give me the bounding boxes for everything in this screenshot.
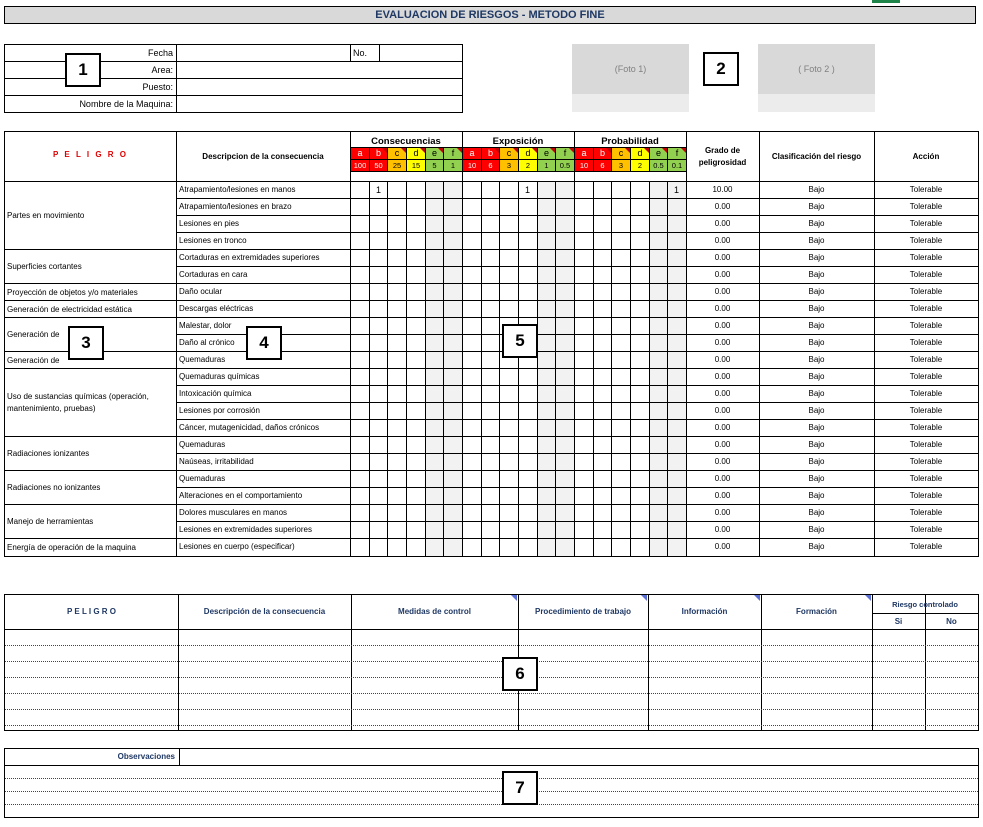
clasificacion-cell: Bajo [808,185,825,194]
grado-cell: 0.00 [714,202,731,211]
clasificacion-cell: Bajo [808,338,825,347]
entry-row-divider[interactable] [5,677,978,678]
descripcion-cell[interactable]: Atrapamiento/lesiones en manos [179,185,296,194]
grado-cell: 0.00 [714,474,731,483]
accion-cell: Tolerable [909,202,943,211]
grado-cell: 0.00 [714,542,731,551]
clasificacion-cell: Bajo [808,474,825,483]
peligro-divider [5,504,176,505]
peligro-cell: Generación de [7,355,60,365]
row-divider [176,215,978,216]
accion-cell: Tolerable [909,219,943,228]
ctl-header-riesgo: Riesgo controlado [892,600,958,609]
consecuencias-value-c: 25 [387,159,406,171]
descripcion-cell[interactable]: Atrapamiento/lesiones en brazo [179,202,292,211]
grado-cell: 0.00 [714,508,731,517]
column-divider [350,132,351,556]
descripcion-cell[interactable]: Lesiones en extremidades superiores [179,525,312,534]
header-probabilidad: Probabilidad [601,136,659,147]
exposicion-letter-e[interactable] [537,147,555,159]
grado-cell: 0.00 [714,304,731,313]
probabilidad-value-f: 0.1 [667,159,686,171]
accion-cell: Tolerable [909,304,943,313]
probabilidad-value-d: 2 [630,159,649,171]
accion-cell: Tolerable [909,474,943,483]
header-clasificacion: Clasificación del riesgo [771,152,862,161]
clasificacion-cell: Bajo [808,270,825,279]
callout-4: 4 [246,326,282,360]
grid-divider [593,182,594,556]
clasificacion-cell: Bajo [808,491,825,500]
clasificacion-cell: Bajo [808,372,825,381]
ctl-header-formacion: Formación [796,607,837,616]
consecuencias-letter-text: b [375,148,381,158]
exposicion-value-d: 2 [518,159,537,171]
accion-cell: Tolerable [909,287,943,296]
accion-cell: Tolerable [909,270,943,279]
observaciones-header-line [5,765,978,766]
consecuencias-value-e: 5 [425,159,443,171]
foto-1-label: (Foto 1) [572,44,689,94]
descripcion-cell[interactable]: Cortaduras en extremidades superiores [179,253,320,262]
exposicion-mark[interactable]: 1 [524,185,530,195]
consecuencias-letter-text: c [394,148,400,158]
probabilidad-value-c: 3 [611,159,630,171]
exposicion-value-f: 0.5 [555,159,574,171]
ctl-header-peligro: P E L I G R O [66,607,117,616]
descripcion-cell[interactable]: Lesiones en cuerpo (especificar) [179,542,295,551]
exposicion-letter-b[interactable] [481,147,499,159]
row-divider [176,266,978,267]
peligro-cell: Energía de operación de la maquina [7,542,136,552]
accion-cell: Tolerable [909,185,943,194]
peligro-divider [5,249,176,250]
header-exposicion: Exposición [492,136,544,147]
callout-3: 3 [68,326,104,360]
grid-divider [425,182,426,556]
row-divider [176,368,978,369]
comment-indicator-icon [754,595,760,601]
descripcion-cell[interactable]: Daño ocular [179,287,223,296]
comment-indicator-icon [681,148,686,153]
peligro-divider [5,470,176,471]
header-consecuencias: Consecuencias [371,136,441,147]
grid-divider [406,182,407,556]
exposicion-value-b: 6 [481,159,499,171]
foto-2-label: ( Foto 2 ) [758,44,875,94]
peligro-cell: Radiaciones ionizantes [7,449,90,458]
grado-cell: 0.00 [714,389,731,398]
grado-cell: 10.00 [712,185,733,194]
accion-cell: Tolerable [909,338,943,347]
grado-cell: 0.00 [714,406,731,415]
header-bottom-line [5,181,978,182]
row-divider [176,436,978,437]
grid-divider [611,182,612,556]
descripcion-cell[interactable]: Daño al crónico [179,338,235,347]
consecuencias-letter-text: f [451,148,455,158]
no-label: No. [350,45,380,61]
consecuencias-letter-text: a [357,148,363,158]
peligro-cell: Uso de sustancias químicas (operación, [7,392,149,401]
clasificacion-cell: Bajo [808,355,825,364]
exposicion-letter-text: a [469,148,475,158]
comment-indicator-icon [865,595,871,601]
exposicion-letter-f[interactable] [555,147,574,159]
consecuencias-letter-c[interactable] [387,147,406,159]
grid-divider [518,182,519,556]
observaciones-line[interactable] [5,791,978,792]
probabilidad-letter-a[interactable] [574,147,593,159]
consecuencias-letter-d[interactable] [406,147,425,159]
probabilidad-letter-b[interactable] [593,147,611,159]
peligro-cell: Generación de electricidad estática [7,304,132,314]
observaciones-line[interactable] [5,778,978,779]
ctl-header-medidas: Medidas de control [398,607,471,616]
probabilidad-letter-text: f [675,148,679,158]
clasificacion-cell: Bajo [808,542,825,551]
descripcion-cell[interactable]: Dolores musculares en manos [179,508,288,517]
control-measures-table [4,594,979,731]
row-divider [176,385,978,386]
peligro-cell: Generación de [7,330,60,339]
callout-1: 1 [65,53,101,87]
accion-cell: Tolerable [909,542,943,551]
clasificacion-cell: Bajo [808,219,825,228]
clasificacion-cell: Bajo [808,304,825,313]
clasificacion-cell: Bajo [808,525,825,534]
peligro-divider [5,317,176,318]
consecuencias-letter-b[interactable] [369,147,387,159]
peligro-divider [5,538,176,539]
accion-cell: Tolerable [909,525,943,534]
probabilidad-letter-text: e [655,148,661,158]
column-divider [176,132,177,556]
ctl-header-informacion: Información [681,607,728,616]
column-divider [462,132,463,556]
observaciones-block [4,748,979,818]
header-bottom-line [5,629,978,630]
consecuencias-value-b: 50 [369,159,387,171]
probabilidad-letter-f[interactable] [667,147,686,159]
grado-cell: 0.00 [714,219,731,228]
row-divider [176,402,978,403]
grado-cell: 0.00 [714,338,731,347]
descripcion-cell[interactable]: Descargas eléctricas [179,304,254,313]
probabilidad-value-e: 0.5 [649,159,667,171]
entry-row-divider[interactable] [5,709,978,710]
peligro-cell: Manejo de herramientas [7,517,94,526]
descripcion-cell[interactable]: Alteraciones en el comportamiento [179,491,303,500]
peligro-divider [5,368,176,369]
peligro-cell: Superficies cortantes [7,262,82,271]
probabilidad-letter-text: b [599,148,605,158]
peligro-divider [5,436,176,437]
comment-indicator-icon [641,595,647,601]
header-grado-line2: peligrosidad [698,158,747,167]
consecuencias-letter-a[interactable] [350,147,369,159]
ctl-header-si: Si [894,617,903,626]
values-bottom-line [350,171,686,172]
grado-cell: 0.00 [714,236,731,245]
peligro-cell: mantenimiento, pruebas) [7,404,96,413]
consecuencias-letter-f[interactable] [443,147,462,159]
row-divider [176,521,978,522]
grado-cell: 0.00 [714,440,731,449]
accion-cell: Tolerable [909,372,943,381]
clasificacion-cell: Bajo [808,287,825,296]
descripcion-cell[interactable]: Quemaduras [179,440,226,449]
grado-cell: 0.00 [714,525,731,534]
comment-indicator-icon [511,595,517,601]
row-divider [176,232,978,233]
clasificacion-cell: Bajo [808,508,825,517]
grado-cell: 0.00 [714,253,731,262]
row-divider [176,487,978,488]
row-divider [176,317,978,318]
probabilidad-mark[interactable]: 1 [673,185,679,195]
probabilidad-letter-e[interactable] [649,147,667,159]
grid-divider [555,182,556,556]
grado-cell: 0.00 [714,372,731,381]
consecuencias-value-d: 15 [406,159,425,171]
exposicion-letter-text: d [525,148,531,158]
accion-cell: Tolerable [909,321,943,330]
exposicion-value-c: 3 [499,159,518,171]
accion-cell: Tolerable [909,389,943,398]
accion-cell: Tolerable [909,406,943,415]
peligro-cell: Partes en movimiento [7,211,85,220]
callout-5: 5 [502,324,538,358]
clasificacion-cell: Bajo [808,389,825,398]
foto-2-placeholder[interactable] [758,44,875,112]
row-divider [176,504,978,505]
probabilidad-value-a: 10 [574,159,593,171]
fecha-label: Fecha [5,45,177,61]
descripcion-cell[interactable]: Malestar, dolor [179,321,232,330]
descripcion-cell[interactable]: Lesiones en tronco [179,236,247,245]
descripcion-cell[interactable]: Quemaduras [179,474,226,483]
consecuencias-value-a: 100 [350,159,369,171]
grid-divider [481,182,482,556]
exposicion-letter-text: e [543,148,549,158]
row-divider [176,249,978,250]
entry-row-divider[interactable] [5,661,978,662]
maquina-row[interactable] [5,96,462,113]
probabilidad-letter-text: d [637,148,643,158]
header-grado-line1: Grado de [704,146,741,155]
grid-divider [443,182,444,556]
header-accion: Acción [912,152,940,161]
ctl-header-procedimiento: Procedimiento de trabajo [534,607,632,616]
descripcion-cell[interactable]: Cáncer, mutagenicidad, daños crónicos [179,423,320,432]
area-label: Area: [5,62,177,78]
header-peligro: P E L I G R O [52,150,129,159]
descripcion-cell[interactable]: Cortaduras en cara [179,270,248,279]
exposicion-value-e: 1 [537,159,555,171]
clasificacion-cell: Bajo [808,236,825,245]
row-divider [176,283,978,284]
clasificacion-cell: Bajo [808,253,825,262]
observaciones-divider [179,749,180,765]
callout-7: 7 [502,771,538,805]
consecuencias-letter-e[interactable] [425,147,443,159]
observaciones-label: Observaciones [117,752,175,761]
exposicion-letter-text: c [506,148,512,158]
clasificacion-cell: Bajo [808,440,825,449]
accion-cell: Tolerable [909,440,943,449]
grid-divider [387,182,388,556]
maquina-label: Nombre de la Maquina: [5,96,177,113]
ctl-header-descripcion: Descripción de la consecuencia [203,607,326,616]
clasificacion-cell: Bajo [808,423,825,432]
header-descripcion: Descripcion de la consecuencia [202,152,324,161]
probabilidad-letter-text: c [618,148,624,158]
entry-row-divider[interactable] [5,693,978,694]
descripcion-cell[interactable]: Lesiones por corrosión [179,406,260,415]
grado-cell: 0.00 [714,287,731,296]
probabilidad-letter-d[interactable] [630,147,649,159]
puesto-label: Puesto: [5,79,177,95]
row-divider [176,300,978,301]
consecuencias-letter-text: e [431,148,437,158]
observaciones-line[interactable] [5,804,978,805]
peligro-divider [5,283,176,284]
grid-divider [499,182,500,556]
clasificacion-cell: Bajo [808,457,825,466]
page-title: EVALUACION DE RIESGOS - METODO FINE [4,6,976,24]
descripcion-cell[interactable]: Quemaduras [179,355,226,364]
grid-divider [667,182,668,556]
entry-row-divider[interactable] [5,725,978,726]
ctl-header-no: No [946,617,957,626]
grado-cell: 0.00 [714,321,731,330]
row-divider [176,351,978,352]
descripcion-cell[interactable]: Naúseas, irritabilidad [179,457,254,466]
exposicion-letter-d[interactable] [518,147,537,159]
grid-divider [537,182,538,556]
accion-cell: Tolerable [909,423,943,432]
grado-cell: 0.00 [714,491,731,500]
sheet-indicator-mark [872,0,900,3]
consecuencia-mark[interactable]: 1 [375,185,381,195]
row-divider [176,334,978,335]
accion-cell: Tolerable [909,355,943,364]
foto-1-placeholder[interactable] [572,44,689,112]
clasificacion-cell: Bajo [808,406,825,415]
accion-cell: Tolerable [909,508,943,517]
consecuencias-value-f: 1 [443,159,462,171]
grado-cell: 0.00 [714,423,731,432]
clasificacion-cell: Bajo [808,321,825,330]
grid-divider [630,182,631,556]
peligro-cell: Proyección de objetos y/o materiales [7,287,138,297]
risk-evaluation-table [4,131,979,557]
row-divider [176,470,978,471]
descripcion-cell[interactable]: Lesiones en pies [179,219,240,228]
exposicion-letter-a[interactable] [462,147,481,159]
column-divider [574,132,575,556]
probabilidad-letter-text: a [581,148,587,158]
peligro-divider [5,300,176,301]
accion-cell: Tolerable [909,457,943,466]
probabilidad-value-b: 6 [593,159,611,171]
entry-row-divider[interactable] [5,645,978,646]
callout-2: 2 [703,52,739,86]
grid-divider [369,182,370,556]
probabilidad-letter-c[interactable] [611,147,630,159]
row-divider [176,538,978,539]
accion-cell: Tolerable [909,491,943,500]
grid-divider [649,182,650,556]
row-divider [176,453,978,454]
peligro-cell: Radiaciones no ionizantes [7,483,101,492]
grado-cell: 0.00 [714,457,731,466]
callout-6: 6 [502,657,538,691]
exposicion-letter-text: f [563,148,567,158]
clasificacion-cell: Bajo [808,202,825,211]
exposicion-letter-c[interactable] [499,147,518,159]
exposicion-letter-text: b [487,148,493,158]
row-divider [176,419,978,420]
grado-cell: 0.00 [714,355,731,364]
consecuencias-letter-text: d [413,148,419,158]
row-divider [176,198,978,199]
descripcion-cell[interactable]: Quemaduras químicas [179,372,260,381]
descripcion-cell[interactable]: Intoxicación química [179,389,252,398]
accion-cell: Tolerable [909,236,943,245]
grado-cell: 0.00 [714,270,731,279]
exposicion-value-a: 10 [462,159,481,171]
accion-cell: Tolerable [909,253,943,262]
